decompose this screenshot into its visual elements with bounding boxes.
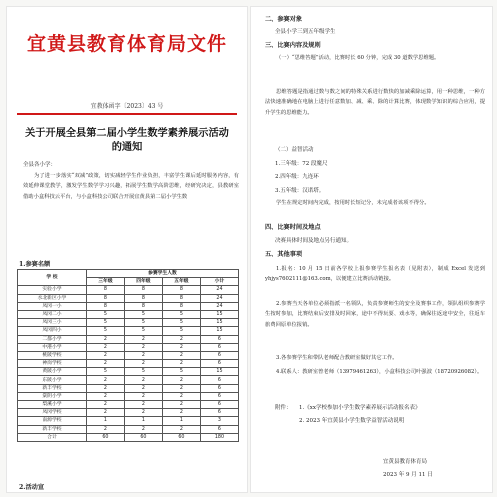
table-cell-count: 2 bbox=[124, 425, 162, 433]
table-cell-count: 5 bbox=[86, 327, 124, 335]
other-item-2: 2.参赛当天各单位必须指派一名领队，负责参赛师生的安全及赛事工作，领队组织参赛学生按时参加，比赛结束后安排及时回家，途中不得玩耍、戏水等，确保往返途中安全，往返车旅费回原单位报销。 bbox=[265, 301, 485, 328]
table-cell-school: 中港小学 bbox=[18, 343, 87, 351]
table-cell-count: 2 bbox=[162, 360, 200, 368]
rules-note: 学生在规定时间内完成，按用时长短记分，未完成者该项不得分。 bbox=[276, 200, 430, 206]
table-cell-school: 新丰学校 bbox=[18, 425, 87, 433]
rules-sub1-text: 思维答题是指通过数与数之间的特殊关系进行数快的加减乘除运算，用一种思维，一种方法快速准确地在电脑上进行任意数加、减、乘、除的计算比赛，体现数学知识的综合应用，提升学生的思维能力。 bbox=[265, 89, 485, 116]
table-cell-count: 2 bbox=[162, 384, 200, 392]
table-cell-count: 2 bbox=[86, 360, 124, 368]
table-cell-count: 2 bbox=[124, 392, 162, 400]
table-cell-school: 东陂小学 bbox=[18, 376, 87, 384]
table-cell-count: 2 bbox=[86, 376, 124, 384]
table-cell-count: 6 bbox=[200, 401, 238, 409]
table-cell-count: 5 bbox=[162, 310, 200, 318]
table-row bbox=[18, 401, 239, 409]
table-cell-count: 5 bbox=[124, 368, 162, 376]
table-cell-school: 新丰学校 bbox=[18, 384, 87, 392]
table-cell-count: 2 bbox=[124, 384, 162, 392]
table-cell-school: 梨溪小学 bbox=[18, 401, 87, 409]
section-schedule-text: 决赛具体时间及地点另行通知。 bbox=[275, 238, 353, 244]
table-cell-count: 8 bbox=[162, 302, 200, 310]
rules-item-2: 2.四年级：九连环 bbox=[275, 174, 319, 180]
table-cell-count: 8 bbox=[86, 286, 124, 294]
table-cell-count: 2 bbox=[162, 392, 200, 400]
table-cell-count: 15 bbox=[200, 368, 238, 376]
table-cell-count: 2 bbox=[162, 425, 200, 433]
table-cell-count: 180 bbox=[200, 433, 238, 441]
signature-date: 2023 年 9 月 11 日 bbox=[383, 472, 433, 478]
table-cell-count: 60 bbox=[124, 433, 162, 441]
attachment-2: 2. 2023 年宜黄县小学生数学益智活动说明 bbox=[299, 418, 405, 424]
table-cell-school: 二都小学 bbox=[18, 335, 87, 343]
table-cell-school: 南源学校 bbox=[18, 417, 87, 425]
table-row bbox=[18, 327, 239, 335]
table-cell-count: 2 bbox=[162, 343, 200, 351]
table-row bbox=[18, 384, 239, 392]
table-cell-count: 2 bbox=[86, 335, 124, 343]
table-row bbox=[18, 368, 239, 376]
table-cell-school: 桃陂学校 bbox=[18, 351, 87, 359]
section-publicity-title: 2.活动宣 bbox=[19, 484, 45, 491]
table-cell-count: 5 bbox=[86, 310, 124, 318]
table-cell-school: 凤冈三小 bbox=[18, 319, 87, 327]
table-row bbox=[18, 409, 239, 417]
table-cell-school: 凤冈二小 bbox=[18, 310, 87, 318]
table-cell-count: 5 bbox=[124, 310, 162, 318]
table-header-subtotal: 小计 bbox=[200, 278, 238, 286]
attachment-1: 1.《xx学校参加小学生数学素养展示活动报名表》 bbox=[299, 405, 421, 411]
table-cell-count: 60 bbox=[162, 433, 200, 441]
table-cell-count: 2 bbox=[162, 335, 200, 343]
table-cell-count: 24 bbox=[200, 294, 238, 302]
table-cell-count: 6 bbox=[200, 376, 238, 384]
table-cell-count: 6 bbox=[200, 384, 238, 392]
table-cell-count: 2 bbox=[86, 351, 124, 359]
table-cell-school: 神岗学校 bbox=[18, 360, 87, 368]
addressee: 全县各小学： bbox=[23, 162, 57, 168]
table-cell-count: 2 bbox=[124, 351, 162, 359]
table-row bbox=[18, 286, 239, 294]
table-cell-count: 2 bbox=[124, 343, 162, 351]
table-cell-count: 5 bbox=[86, 368, 124, 376]
table-cell-count: 24 bbox=[200, 302, 238, 310]
table-row bbox=[18, 417, 239, 425]
rules-sub2: （二）益智活动 bbox=[275, 147, 314, 153]
table-cell-count: 8 bbox=[124, 294, 162, 302]
table-header-grade3: 三年级 bbox=[86, 278, 124, 286]
table-header-grade5: 五年级 bbox=[162, 278, 200, 286]
table-cell-count: 8 bbox=[124, 286, 162, 294]
table-cell-count: 6 bbox=[200, 392, 238, 400]
section-quota-title: 1.参赛名额 bbox=[19, 261, 51, 268]
table-row bbox=[18, 310, 239, 318]
table-header-grade4: 四年级 bbox=[124, 278, 162, 286]
table-cell-count: 1 bbox=[86, 417, 124, 425]
table-cell-count: 15 bbox=[200, 327, 238, 335]
signature-org: 宜黄县教育体育局 bbox=[383, 459, 428, 465]
table-cell-count: 5 bbox=[124, 319, 162, 327]
section-participants-title: 二、参赛对象 bbox=[265, 16, 303, 23]
table-cell-count: 2 bbox=[124, 335, 162, 343]
table-cell-school: 凤冈四小 bbox=[18, 327, 87, 335]
table-cell-school: 凤冈一小 bbox=[18, 302, 87, 310]
table-cell-count: 1 bbox=[124, 417, 162, 425]
table-cell-count: 5 bbox=[86, 319, 124, 327]
section-other-title: 五、其他事项 bbox=[265, 251, 303, 258]
other-item-4: 4.联系人：教研室曾老师（13979461263），小盒科技公司叶强波（18720926082）。 bbox=[276, 369, 483, 375]
table-cell-count: 3 bbox=[200, 417, 238, 425]
table-row bbox=[18, 319, 239, 327]
table-row bbox=[18, 335, 239, 343]
table-cell-school: 棠阴小学 bbox=[18, 392, 87, 400]
table-cell-count: 2 bbox=[124, 376, 162, 384]
table-cell-count: 24 bbox=[200, 286, 238, 294]
document-number: 宜教体函字〔2023〕43 号 bbox=[90, 103, 164, 110]
title-line-1: 关于开展全县第二届小学生数学素养展示活动 bbox=[25, 127, 229, 139]
table-cell-count: 6 bbox=[200, 425, 238, 433]
table-cell-count: 2 bbox=[86, 401, 124, 409]
table-cell-count: 2 bbox=[86, 343, 124, 351]
table-header-school: 学 校 bbox=[18, 270, 87, 286]
table-row bbox=[18, 425, 239, 433]
table-row bbox=[18, 343, 239, 351]
rules-sub1: （一）“思维答题”活动，比赛时长 60 分钟，完成 30 道数学思维题。 bbox=[276, 55, 440, 61]
rules-item-1: 1.三年级：72 段魔尺 bbox=[275, 161, 328, 167]
table-cell-count: 2 bbox=[162, 376, 200, 384]
table-cell-count: 2 bbox=[86, 425, 124, 433]
table-cell-count: 15 bbox=[200, 319, 238, 327]
table-cell-count: 1 bbox=[162, 417, 200, 425]
table-cell-count: 2 bbox=[124, 360, 162, 368]
table-row bbox=[18, 360, 239, 368]
section-rules-title: 三、比赛内容及规则 bbox=[265, 42, 321, 49]
table-cell-count: 2 bbox=[86, 392, 124, 400]
table-cell-count: 5 bbox=[162, 327, 200, 335]
intro-paragraph: 为了进一步落实“双减”政策，切实减轻学生作业负担，丰富学生课后延时服务内容，有效延伸课堂教学，激发学生数学学习兴趣，拓展学生数学高阶思维，经研究决定，县教研室借助小盒科技云平台，与小盒科技公司联合开展宜黄县第二届小学生数 bbox=[23, 173, 239, 200]
table-cell-count: 2 bbox=[162, 409, 200, 417]
document-header: 宜黄县教育体育局文件 bbox=[26, 33, 227, 55]
table-cell-count: 8 bbox=[124, 302, 162, 310]
page-right bbox=[250, 6, 493, 493]
table-cell-count: 8 bbox=[162, 286, 200, 294]
other-item-1: 1.报名：10 月 15 日前各学校上报参赛学生报名表（见附表），制成 Excel 发送到 yhjys7602111@163.com，以便建立比赛活动链接。 bbox=[265, 266, 485, 283]
table-body bbox=[18, 286, 239, 442]
table-cell-count: 8 bbox=[162, 294, 200, 302]
other-item-3: 3.各参赛学生和带队老师配合教研室做好其它工作。 bbox=[276, 355, 398, 361]
title-line-2: 的通知 bbox=[111, 141, 143, 153]
quota-table bbox=[17, 269, 239, 442]
table-cell-count: 6 bbox=[200, 351, 238, 359]
table-row bbox=[18, 351, 239, 359]
table-cell-count: 2 bbox=[124, 409, 162, 417]
table-row bbox=[18, 433, 239, 441]
table-cell-count: 6 bbox=[200, 343, 238, 351]
table-cell-count: 6 bbox=[200, 409, 238, 417]
section-schedule-title: 四、比赛时间及地点 bbox=[265, 224, 321, 231]
table-cell-count: 8 bbox=[86, 302, 124, 310]
table-row bbox=[18, 376, 239, 384]
table-cell-school: 合计 bbox=[18, 433, 87, 441]
page-left bbox=[6, 6, 248, 493]
table-cell-count: 2 bbox=[124, 401, 162, 409]
red-divider bbox=[17, 113, 237, 115]
table-cell-school: 凤冈学校 bbox=[18, 409, 87, 417]
table-cell-count: 15 bbox=[200, 310, 238, 318]
table-cell-count: 6 bbox=[200, 360, 238, 368]
table-cell-count: 2 bbox=[86, 384, 124, 392]
table-cell-count: 2 bbox=[86, 409, 124, 417]
table-cell-school: 水北新区小学 bbox=[18, 294, 87, 302]
table-cell-count: 6 bbox=[200, 335, 238, 343]
table-row bbox=[18, 302, 239, 310]
table-row bbox=[18, 392, 239, 400]
section-participants-text: 全县小学三到五年级学生 bbox=[275, 29, 336, 35]
table-cell-count: 8 bbox=[86, 294, 124, 302]
table-row bbox=[18, 294, 239, 302]
table-cell-school: 黄陂小学 bbox=[18, 368, 87, 376]
document-title bbox=[15, 126, 239, 154]
table-cell-count: 5 bbox=[162, 368, 200, 376]
table-cell-count: 5 bbox=[162, 319, 200, 327]
table-cell-school: 实验小学 bbox=[18, 286, 87, 294]
attachment-label: 附件： bbox=[275, 405, 292, 411]
table-cell-count: 2 bbox=[162, 351, 200, 359]
table-cell-count: 2 bbox=[162, 401, 200, 409]
rules-item-3: 3.五年级：汉诺塔。 bbox=[275, 188, 325, 194]
table-cell-count: 5 bbox=[124, 327, 162, 335]
table-header-group: 参赛学生人数 bbox=[86, 270, 238, 278]
table-cell-count: 60 bbox=[86, 433, 124, 441]
